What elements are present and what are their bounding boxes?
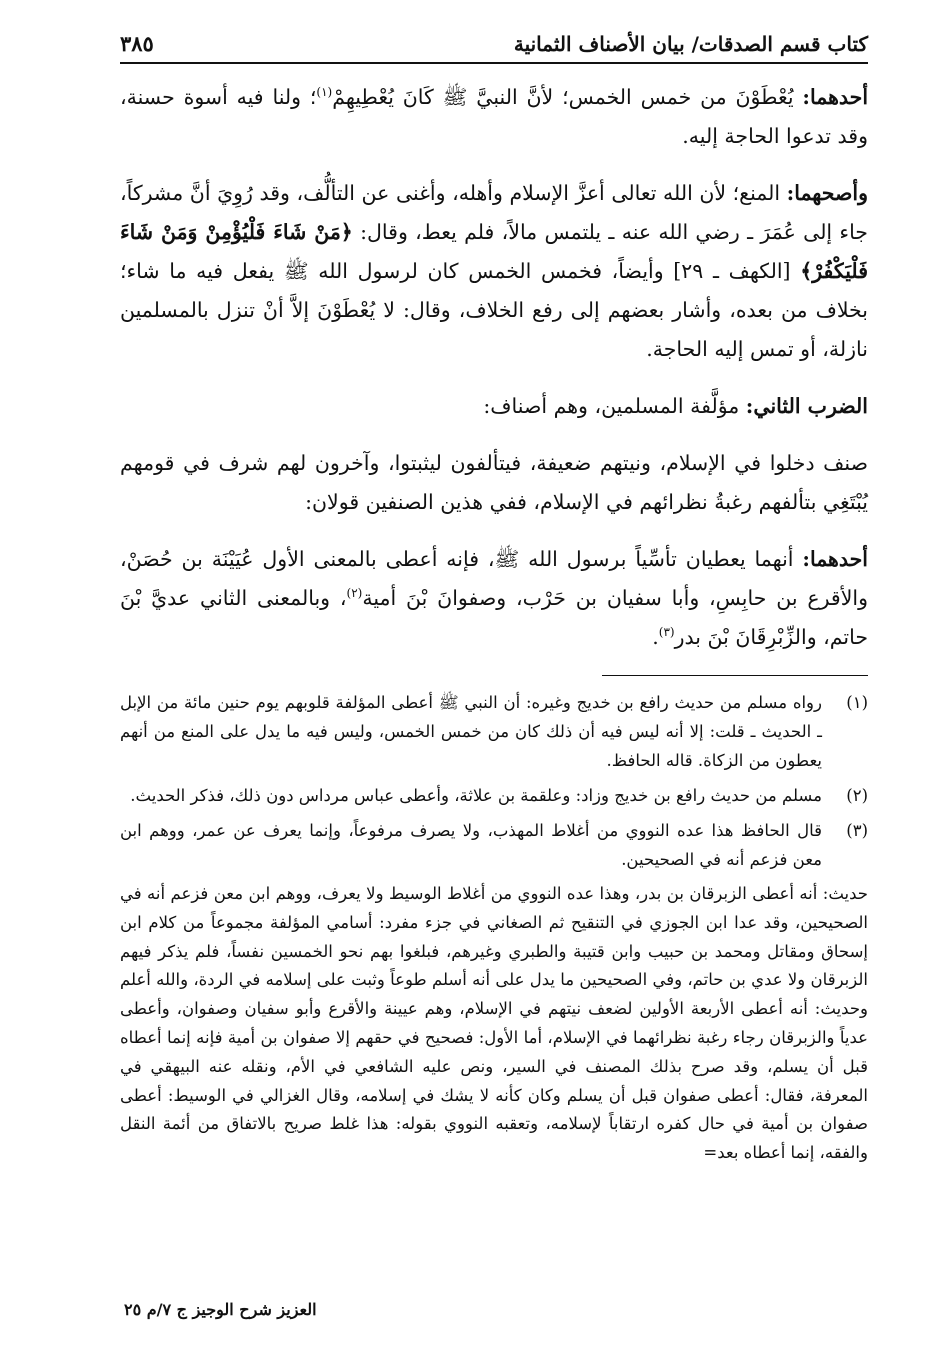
footnote-number: (٢) <box>846 786 868 805</box>
paragraph-2 <box>120 174 868 369</box>
paragraph-text: . <box>652 625 659 649</box>
paragraph-text: مؤلَّفة المسلمين، وهم أصناف: <box>483 394 746 418</box>
paragraph-1 <box>120 78 868 156</box>
footnote-item <box>120 688 868 775</box>
paragraph-text: ؛ ولنا فيه أسوة حسنة، وقد تدعوا الحاجة إليه. <box>120 85 868 148</box>
main-text <box>120 78 868 657</box>
paragraph-lead: وأصحهما: <box>786 181 868 205</box>
quran-verse: ﴿مَنْ شَاءَ فَلْيُؤْمِنْ وَمَنْ شَاءَ فَلْيَكْفُرْ﴾ <box>120 220 868 283</box>
footnote-item <box>120 781 868 810</box>
header-title: كتاب قسم الصدقات/ بيان الأصناف الثمانية <box>513 32 868 56</box>
footnote-ref[interactable]: (١) <box>316 85 333 100</box>
paragraph-lead: أحدهما: <box>802 547 868 571</box>
footnote-text: قال الحافظ هذا عده النووي من أغلاط المهذب، ولا يصرف مرفوعاً، وإنما يعرف عن عمر، ووهم ابن معن فزعم أنه في الصحيحين. <box>120 821 822 869</box>
footnote-text: رواه مسلم من حديث رافع بن خديج وغيره: أن النبي ﷺ أعطى المؤلفة قلوبهم يوم حنين مائة من الإبل ـ الحديث ـ قلت: إلا أنه ليس فيه أن ذلك كان من خمس الخمس، وليس فيه ما يدل على المنع من أنهم يعطون من الزكاة. قاله الحافظ. <box>120 693 822 770</box>
book-page <box>120 22 868 1168</box>
footnotes <box>120 688 868 1168</box>
page-footer <box>120 1300 868 1319</box>
paragraph-text: المنع؛ لأن الله تعالى أعزَّ الإسلام وأهله، وأغنى عن التألُّف، وقد رُوِيَ أنَّ مشركاً، جاء إلى عُمَرَ ـ رضي الله عنه ـ يلتمس مالاً، فلم يعط، وقال: <box>120 181 868 244</box>
paragraph-text: أنهما يعطيان تأسِّياً برسول الله ﷺ، فإنه أعطى بالمعنى الأول عُيَيْنَة بن حُصَنْ، والأقرع بن حابِسِ، وأبا سفيان بن حَرْب، وصفوانَ بْنَ أمية <box>120 547 868 610</box>
footer-signature: العزيز شرح الوجيز ج ٧/م ٢٥ <box>124 1300 317 1319</box>
page-number: ٣٨٥ <box>120 31 154 56</box>
footnote-number: (٣) <box>846 821 868 840</box>
paragraph-text: [الكهف ـ ٢٩] وأيضاً، فخمس الخمس كان لرسول الله ﷺ يفعل فيه ما شاء؛ بخلاف من بعده، وأشار بعضهم إلى رفع الخلاف، وقال: لا يُعْطَوْنَ إلاَّ أنْ تنزل بالمسلمين نازلة، أو تمس إليه الحاجة. <box>120 259 868 361</box>
footnote-ref[interactable]: (٢) <box>346 586 363 601</box>
paragraph-text: يُعْطَوْنَ من خمس الخمس؛ لأنَّ النبيَّ ﷺ كَانَ يُعْطِيهِمْ <box>332 85 803 109</box>
footnote-text: مسلم من حديث رافع بن خديج وزاد: وعلقمة بن علاثة، وأعطى عباس مرداس دون ذلك، فذكر الحديث. <box>130 786 822 805</box>
paragraph-4: صنف دخلوا في الإسلام، ونيتهم ضعيفة، فيتألفون ليثبتوا، وآخرون لهم شرف في قومهم يُبْتَغِي بتألفهم رغبةُ نظرائهم في الإسلام، ففي هذين الصنفين قولان: <box>120 451 868 514</box>
paragraph-text: ، وبالمعنى الثاني عديَّ بْنَ حاتم، والزِّبْرِقَانَ بْنَ بدر <box>120 586 868 649</box>
paragraph-lead: أحدهما: <box>802 85 869 109</box>
footnote-item <box>120 816 868 874</box>
running-header <box>120 22 868 64</box>
footnote-divider <box>602 675 868 676</box>
footnote-number: (١) <box>846 693 868 712</box>
footnote-continuation: حديث: أنه أعطى الزبرقان بن بدر، وهذا عده النووي من أغلاط الوسيط ولا يعرف، ووهم ابن معن فزعم أنه في الصحيحين، وقد عدا ابن الجوزي في التنقيح ثم الصغاني في جزء مفرد: أسامي المؤلفة مجموعاً من كلام ابن إسحاق ومقاتل ومحمد بن حبيب وابن قتيبة والطبري وغيرهم، فبلغوا بهم نحو الخمسين نفساً، فلم يذكر فيهم الزبرقان ولا عدي بن حاتم، وفي الصحيحين ما يدل على أنه أسلم طوعاً وثبت على إسلامه في الردة، والله أعلم وحديث: أنه أعطى الأربعة الأولين لضعف نيتهم في الإسلام، وهم عيينة والأقرع وأبو سفيان وصفوان، وأعطى عدياً والزبرقان رجاء رغبة نظرائهما في الإسلام، أما الأول: فصحيح في حقهم إلا صفوان بن أمية فإنه إنما أعطاه قبل أن يسلم، وقد صرح بذلك المصنف في السير، ونص عليه الشافعي في الأم، ونقله عنه البيهقي في المعرفة، فقال: أعطى صفوان قبل أن يسلم وكان كأنه لا يشك في إسلامه، وقال الغزالي في الوسيط: أعطى صفوان بن أمية في حال كفره ارتقاباً لإسلامه، وتعقبه النووي بقوله: هذا غلط صريح بالاتفاق من أئمة النقل والفقه، إنما أعطاه بعد= <box>120 884 868 1163</box>
footnote-ref[interactable]: (٣) <box>658 625 675 640</box>
paragraph-5 <box>120 540 868 657</box>
paragraph-lead: الضرب الثاني: <box>745 394 868 418</box>
paragraph-3 <box>120 387 868 426</box>
